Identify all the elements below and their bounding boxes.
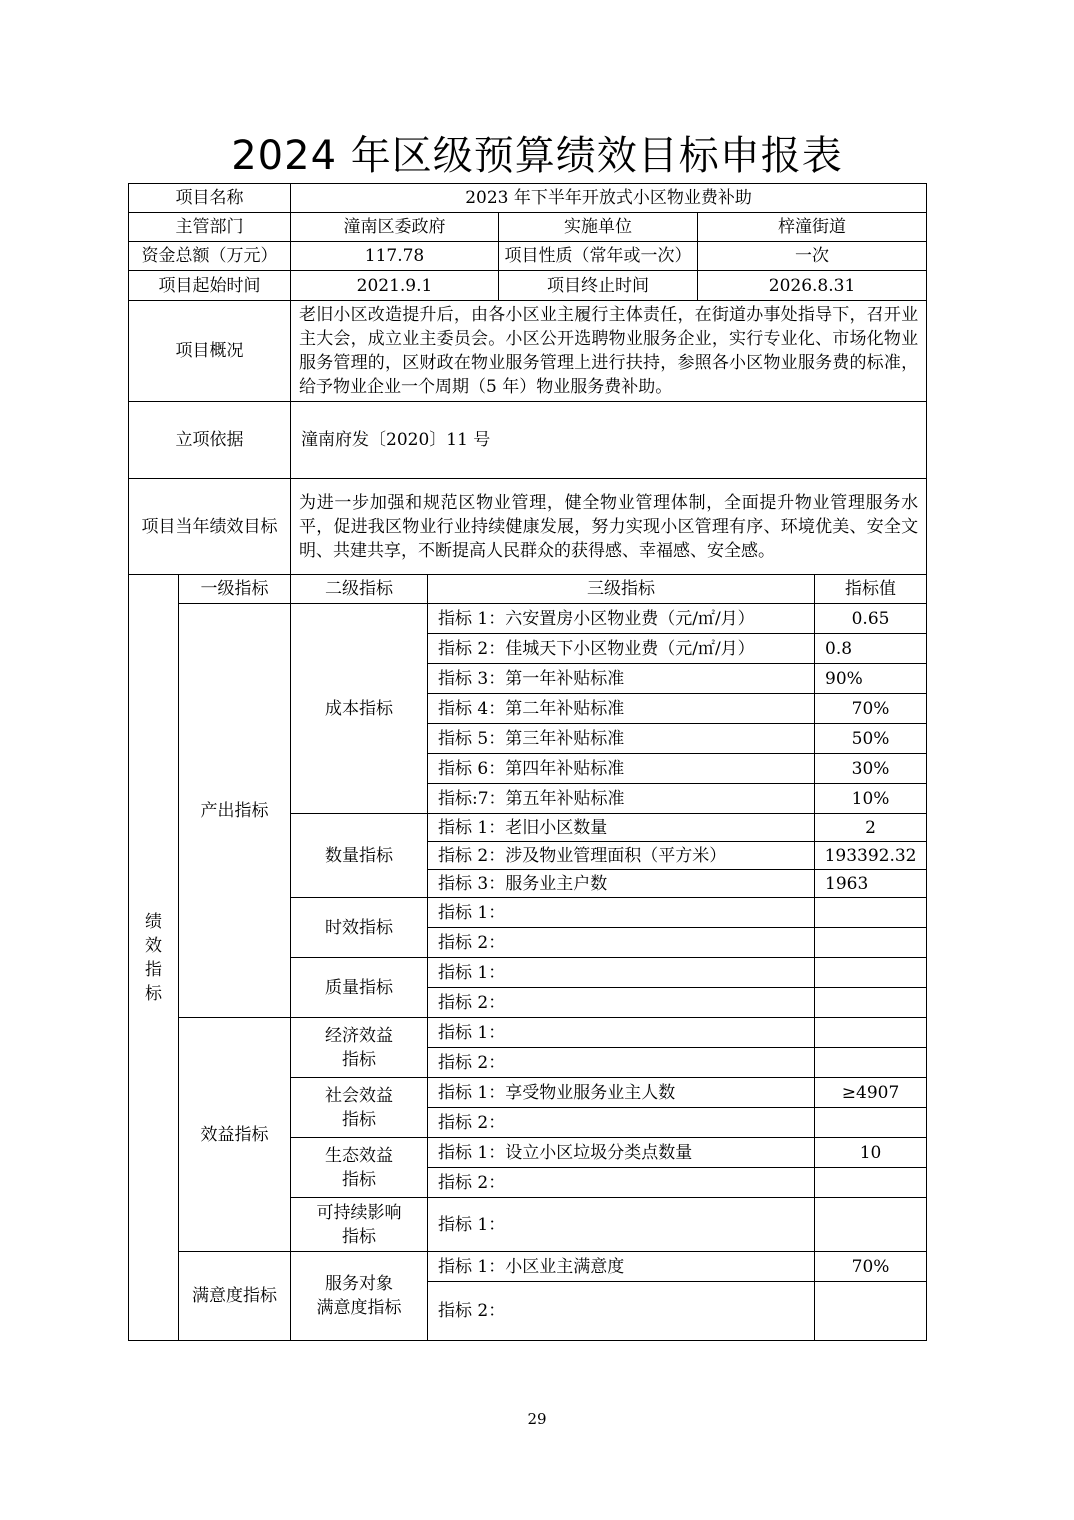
basis-label: 立项依据 bbox=[129, 402, 291, 479]
indicator-text: 指标 2：涉及物业管理面积（平方米） bbox=[428, 842, 815, 870]
end-time-label: 项目终止时间 bbox=[499, 271, 698, 301]
indicator-value: 90% bbox=[815, 664, 927, 694]
cost-indicator-label: 成本指标 bbox=[291, 604, 428, 814]
indicator-text: 指标 1：老旧小区数量 bbox=[428, 814, 815, 842]
indicator-value: 70% bbox=[815, 1252, 927, 1282]
indicator-value bbox=[815, 1282, 927, 1341]
benefit-indicator-label: 效益指标 bbox=[179, 1018, 291, 1252]
row-department bbox=[129, 213, 927, 242]
indicator-text: 指标 4：第二年补贴标准 bbox=[428, 694, 815, 724]
indicator-value bbox=[815, 1168, 927, 1198]
row-goal bbox=[129, 479, 927, 575]
indicator-text: 指标:7：第五年补贴标准 bbox=[428, 784, 815, 814]
indicator-text: 指标 1：六安置房小区物业费（元/㎡/月） bbox=[428, 604, 815, 634]
indicator-value: 193392.32 bbox=[815, 842, 927, 870]
indicator-value: 50% bbox=[815, 724, 927, 754]
row-indicator-headers bbox=[129, 575, 927, 604]
indicator-value: 10% bbox=[815, 784, 927, 814]
indicator-text: 指标 2： bbox=[428, 1108, 815, 1138]
row-period bbox=[129, 271, 927, 301]
project-name-value: 2023 年下半年开放式小区物业费补助 bbox=[291, 184, 927, 213]
start-time-label: 项目起始时间 bbox=[129, 271, 291, 301]
indicator-text: 指标 6：第四年补贴标准 bbox=[428, 754, 815, 784]
indicator-text: 指标 1：享受物业服务业主人数 bbox=[428, 1078, 815, 1108]
indicator-text: 指标 2：佳城天下小区物业费（元/㎡/月） bbox=[428, 634, 815, 664]
row-project-name bbox=[129, 184, 927, 213]
quantity-indicator-label: 数量指标 bbox=[291, 814, 428, 898]
indicator-text: 指标 2： bbox=[428, 1168, 815, 1198]
header-value: 指标值 bbox=[815, 575, 927, 604]
indicator-value bbox=[815, 988, 927, 1018]
indicator-text: 指标 1： bbox=[428, 1018, 815, 1048]
header-level2: 二级指标 bbox=[291, 575, 428, 604]
row-basis bbox=[129, 402, 927, 479]
social-indicator-label: 社会效益 指标 bbox=[291, 1078, 428, 1138]
funds-value: 117.78 bbox=[291, 242, 499, 271]
indicator-text: 指标 1： bbox=[428, 898, 815, 928]
quality-indicator-label: 质量指标 bbox=[291, 958, 428, 1018]
indicator-value: 0.65 bbox=[815, 604, 927, 634]
indicator-text: 指标 3：第一年补贴标准 bbox=[428, 664, 815, 694]
indicator-text: 指标 1： bbox=[428, 1198, 815, 1252]
satisfaction-indicator-label: 满意度指标 bbox=[179, 1252, 291, 1341]
page-title: 2024 年区级预算绩效目标申报表 bbox=[231, 133, 843, 179]
start-time-value: 2021.9.1 bbox=[291, 271, 499, 301]
implementer-label: 实施单位 bbox=[499, 213, 698, 242]
table-row bbox=[129, 1018, 927, 1048]
indicator-value: 1963 bbox=[815, 870, 927, 898]
performance-target-table bbox=[128, 183, 927, 1341]
indicator-text: 指标 2： bbox=[428, 988, 815, 1018]
sustainable-indicator-label: 可持续影响 指标 bbox=[291, 1198, 428, 1252]
timeliness-indicator-label: 时效指标 bbox=[291, 898, 428, 958]
header-level1: 一级指标 bbox=[179, 575, 291, 604]
page-number: 29 bbox=[527, 1410, 547, 1428]
indicator-value: 70% bbox=[815, 694, 927, 724]
indicator-value bbox=[815, 958, 927, 988]
indicator-text: 指标 5：第三年补贴标准 bbox=[428, 724, 815, 754]
indicator-value bbox=[815, 1018, 927, 1048]
department-label: 主管部门 bbox=[129, 213, 291, 242]
indicator-value: 10 bbox=[815, 1138, 927, 1168]
row-overview bbox=[129, 301, 927, 402]
goal-label: 项目当年绩效目标 bbox=[129, 479, 291, 575]
nature-value: 一次 bbox=[698, 242, 927, 271]
overview-text: 老旧小区改造提升后，由各小区业主履行主体责任，在街道办事处指导下，召开业主大会，成立业主委员会。小区公开选聘物业服务企业，实行专业化、市场化物业服务管理的，区财政在物业服务管理上进行扶持，参照各小区物业服务费的标准，给予物业企业一个周期（5 年）物业服务费补助。 bbox=[291, 301, 927, 402]
table-row bbox=[129, 1252, 927, 1282]
department-value: 潼南区委政府 bbox=[291, 213, 499, 242]
economic-indicator-label: 经济效益 指标 bbox=[291, 1018, 428, 1078]
indicator-value bbox=[815, 1048, 927, 1078]
indicator-value: 2 bbox=[815, 814, 927, 842]
indicator-text: 指标 1：设立小区垃圾分类点数量 bbox=[428, 1138, 815, 1168]
basis-text: 潼南府发〔2020〕11 号 bbox=[291, 402, 927, 479]
overview-label: 项目概况 bbox=[129, 301, 291, 402]
implementer-value: 梓潼街道 bbox=[698, 213, 927, 242]
indicator-text: 指标 3：服务业主户数 bbox=[428, 870, 815, 898]
indicator-value: 0.8 bbox=[815, 634, 927, 664]
service-satisfaction-label: 服务对象 满意度指标 bbox=[291, 1252, 428, 1341]
indicator-value: 30% bbox=[815, 754, 927, 784]
performance-side-label: 绩 效 指 标 bbox=[129, 575, 179, 1341]
table-row bbox=[129, 604, 927, 634]
indicator-value bbox=[815, 898, 927, 928]
header-level3: 三级指标 bbox=[428, 575, 815, 604]
indicator-text: 指标 2： bbox=[428, 1048, 815, 1078]
indicator-text: 指标 2： bbox=[428, 1282, 815, 1341]
indicator-value bbox=[815, 928, 927, 958]
nature-label: 项目性质（常年或一次） bbox=[499, 242, 698, 271]
indicator-text: 指标 1：小区业主满意度 bbox=[428, 1252, 815, 1282]
indicator-text: 指标 2： bbox=[428, 928, 815, 958]
funds-label: 资金总额（万元） bbox=[129, 242, 291, 271]
goal-text: 为进一步加强和规范区物业管理，健全物业管理体制，全面提升物业管理服务水平，促进我区物业行业持续健康发展，努力实现小区管理有序、环境优美、安全文明、共建共享，不断提高人民群众的获得感、幸福感、安全感。 bbox=[291, 479, 927, 575]
indicator-value: ≥4907 bbox=[815, 1078, 927, 1108]
indicator-text: 指标 1： bbox=[428, 958, 815, 988]
indicator-value bbox=[815, 1108, 927, 1138]
end-time-value: 2026.8.31 bbox=[698, 271, 927, 301]
project-name-label: 项目名称 bbox=[129, 184, 291, 213]
ecological-indicator-label: 生态效益 指标 bbox=[291, 1138, 428, 1198]
output-indicator-label: 产出指标 bbox=[179, 604, 291, 1018]
indicator-value bbox=[815, 1198, 927, 1252]
row-funds bbox=[129, 242, 927, 271]
